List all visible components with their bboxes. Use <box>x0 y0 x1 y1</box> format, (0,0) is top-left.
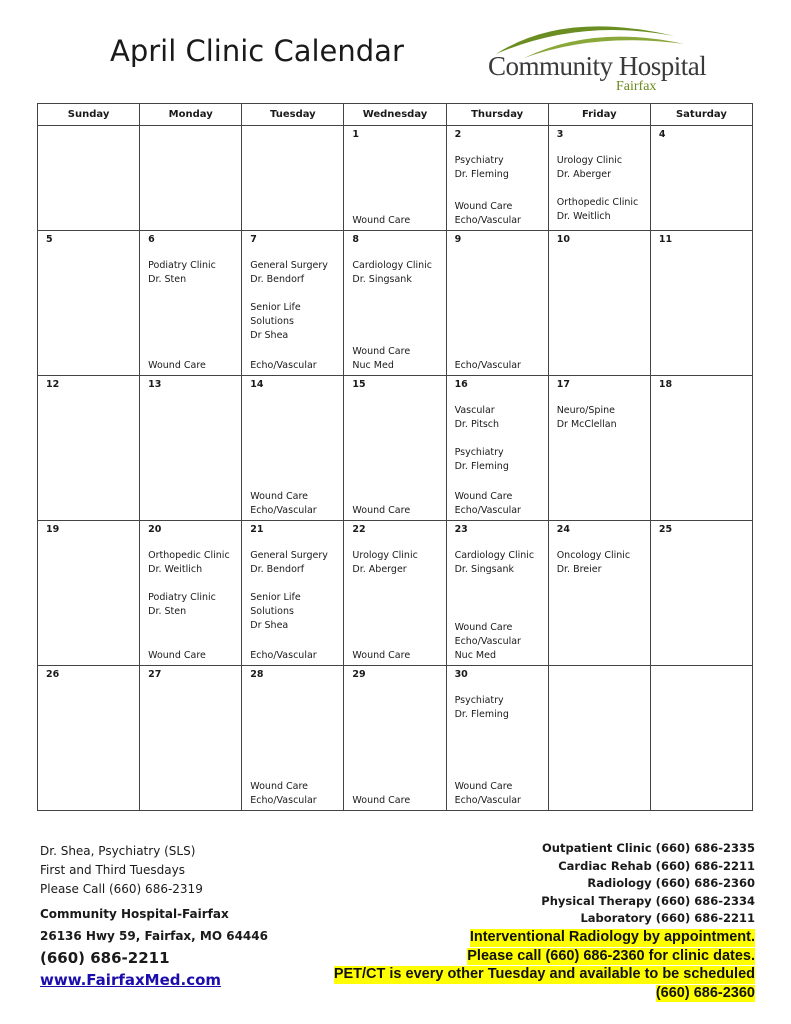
clinic-entry <box>455 446 544 474</box>
clinic-line: General Surgery <box>250 550 328 561</box>
clinic-entry <box>557 196 646 224</box>
clinic-entry <box>352 259 441 287</box>
highlight-line-3: PET/CT is every other Tuesday and available to be scheduled <box>333 966 755 982</box>
day-number: 8 <box>352 234 360 245</box>
clinic-line: Dr. Sten <box>148 606 187 617</box>
logo-subtitle: Fairfax <box>616 79 657 94</box>
clinic-line: Psychiatry <box>454 155 504 166</box>
day-number: 18 <box>658 379 673 390</box>
day-number: 12 <box>46 379 60 390</box>
day-cell <box>38 521 140 666</box>
clinic-line: Orthopedic Clinic <box>556 197 639 208</box>
clinic-entry <box>455 549 544 577</box>
day-cell <box>446 521 548 666</box>
highlight-line-1: Interventional Radiology by appointment. <box>469 929 755 945</box>
phone-laboratory: Laboratory (660) 686-2211 <box>580 911 755 925</box>
clinic-entry <box>455 404 544 432</box>
hospital-logo <box>484 14 716 94</box>
clinic-line: Dr. Weitlich <box>148 564 203 575</box>
calendar-table <box>37 103 753 811</box>
weekday-header: Wednesday <box>344 104 446 126</box>
day-cell <box>38 666 140 811</box>
highlight-notice <box>285 928 755 1002</box>
clinic-line: Urology Clinic <box>556 155 623 166</box>
clinic-line: Dr. Fleming <box>454 461 509 472</box>
day-cell <box>650 666 752 811</box>
footer-contact <box>40 842 268 991</box>
day-cell <box>38 231 140 376</box>
service-line: Echo/Vascular <box>454 636 521 647</box>
clinic-line: Senior Life <box>250 302 301 313</box>
week-row <box>38 126 753 231</box>
day-cell <box>548 521 650 666</box>
day-number: 3 <box>556 129 564 140</box>
service-line: Echo/Vascular <box>250 360 317 371</box>
day-number: 11 <box>658 234 673 245</box>
weekday-header: Tuesday <box>242 104 344 126</box>
psych-note-line2: First and Third Tuesdays <box>40 863 185 877</box>
clinic-line: Podiatry Clinic <box>148 260 216 271</box>
day-cell <box>242 521 344 666</box>
day-cell <box>650 376 752 521</box>
clinic-entry <box>250 591 339 633</box>
day-cell <box>446 376 548 521</box>
week-row <box>38 376 753 521</box>
service-line: Wound Care <box>454 491 513 502</box>
highlight-line-4: (660) 686-2360 <box>655 984 755 1001</box>
day-cell <box>548 666 650 811</box>
service-line: Wound Care <box>148 650 206 661</box>
service-line: Echo/Vascular <box>250 505 317 516</box>
clinic-entry <box>352 549 441 577</box>
clinic-line: Dr. Fleming <box>454 709 509 720</box>
weekday-header: Sunday <box>38 104 140 126</box>
service-line: Wound Care <box>454 201 513 212</box>
day-number: 4 <box>658 129 666 140</box>
clinic-line: Psychiatry <box>454 447 504 458</box>
service-line: Wound Care <box>352 795 411 806</box>
day-cell <box>344 521 446 666</box>
day-cell <box>242 126 344 231</box>
day-number: 17 <box>556 379 570 390</box>
clinic-line: Dr. Bendorf <box>250 564 305 575</box>
day-cell <box>242 231 344 376</box>
day-number: 2 <box>454 129 462 140</box>
clinic-entry <box>250 549 339 577</box>
day-number: 24 <box>556 524 570 535</box>
day-cell <box>140 231 242 376</box>
weekday-header: Monday <box>140 104 242 126</box>
phone-cardiac-rehab: Cardiac Rehab (660) 686-2211 <box>558 858 755 873</box>
psych-note-line1: Dr. Shea, Psychiatry (SLS) <box>40 844 196 858</box>
clinic-entry <box>148 549 237 577</box>
day-cell <box>140 666 242 811</box>
day-number: 26 <box>46 669 60 680</box>
day-cell <box>344 126 446 231</box>
day-number: 20 <box>148 524 162 535</box>
week-row <box>38 521 753 666</box>
service-line: Echo/Vascular <box>454 505 521 516</box>
weekday-header: Saturday <box>650 104 752 126</box>
clinic-line: Cardiology Clinic <box>454 550 535 561</box>
logo-name: Community Hospital <box>488 51 707 81</box>
day-cell <box>548 231 650 376</box>
day-cell <box>344 666 446 811</box>
clinic-line: Vascular <box>454 405 495 416</box>
day-cell <box>548 376 650 521</box>
psych-note-line3: Please Call (660) 686-2319 <box>40 882 203 896</box>
day-cell <box>140 126 242 231</box>
weekday-header: Thursday <box>446 104 548 126</box>
service-line: Wound Care <box>352 650 411 661</box>
clinic-line: Dr. Sten <box>148 274 187 285</box>
day-number: 14 <box>250 379 264 390</box>
clinic-line: Dr. Aberger <box>556 169 611 180</box>
day-number: 19 <box>46 524 60 535</box>
clinic-line: Dr. Aberger <box>352 564 407 575</box>
service-line: Nuc Med <box>454 650 497 661</box>
day-cell <box>344 376 446 521</box>
clinic-line: Solutions <box>250 316 294 327</box>
week-row <box>38 666 753 811</box>
highlight-line-2: Please call (660) 686-2360 for clinic dates. <box>467 947 755 964</box>
clinic-entry <box>148 591 237 619</box>
clinic-entry <box>148 259 237 287</box>
clinic-line: Solutions <box>250 606 294 617</box>
day-cell <box>38 376 140 521</box>
clinic-entry <box>250 259 339 287</box>
clinic-line: Cardiology Clinic <box>352 260 433 271</box>
day-number: 5 <box>46 234 53 245</box>
clinic-line: Dr. Fleming <box>454 169 509 180</box>
day-number: 30 <box>454 669 468 680</box>
service-line: Nuc Med <box>352 360 394 371</box>
day-number: 6 <box>148 234 155 245</box>
clinic-line: Oncology Clinic <box>556 550 631 561</box>
clinic-entry <box>455 694 544 722</box>
clinic-line: Podiatry Clinic <box>148 592 216 603</box>
day-number: 9 <box>454 234 462 245</box>
clinic-line: Dr Shea <box>250 620 289 631</box>
weekday-header-row <box>38 104 753 126</box>
day-number: 29 <box>352 669 366 680</box>
service-line: Wound Care <box>352 346 411 357</box>
day-number: 15 <box>352 379 366 390</box>
clinic-entry <box>557 404 646 432</box>
clinic-line: Dr. Breier <box>556 564 602 575</box>
service-line: Echo/Vascular <box>454 360 521 371</box>
day-cell <box>446 666 548 811</box>
day-number: 28 <box>250 669 264 680</box>
clinic-line: Dr. Weitlich <box>556 211 611 222</box>
phone-radiology: Radiology (660) 686-2360 <box>587 876 755 890</box>
clinic-entry <box>455 154 544 182</box>
clinic-entry <box>250 301 339 343</box>
clinic-line: Dr. Singsank <box>352 274 412 285</box>
clinic-line: Dr. Singsank <box>454 564 514 575</box>
day-cell <box>242 666 344 811</box>
day-cell <box>548 126 650 231</box>
day-cell <box>344 231 446 376</box>
clinic-line: Dr. Bendorf <box>250 274 305 285</box>
day-cell <box>242 376 344 521</box>
org-name: Community Hospital-Fairfax <box>40 907 229 921</box>
service-line: Wound Care <box>352 215 411 226</box>
day-cell <box>650 521 752 666</box>
org-phone: (660) 686-2211 <box>40 949 170 967</box>
day-number: 25 <box>658 524 673 535</box>
day-cell <box>140 521 242 666</box>
service-line: Wound Care <box>454 781 513 792</box>
week-row <box>38 231 753 376</box>
day-cell <box>650 231 752 376</box>
clinic-line: Dr. Pitsch <box>454 419 500 430</box>
clinic-line: Urology Clinic <box>352 550 418 561</box>
clinic-entry <box>557 549 646 577</box>
service-line: Echo/Vascular <box>454 215 521 226</box>
phone-physical-therapy: Physical Therapy (660) 686-2334 <box>541 893 755 908</box>
day-cell <box>446 126 548 231</box>
weekday-header: Friday <box>548 104 650 126</box>
day-number: 7 <box>250 234 257 245</box>
clinic-line: Psychiatry <box>454 695 504 706</box>
phone-outpatient: Outpatient Clinic (660) 686-2335 <box>542 841 755 855</box>
service-line: Echo/Vascular <box>454 795 521 806</box>
day-cell <box>38 126 140 231</box>
day-number: 10 <box>556 234 570 245</box>
day-number: 13 <box>148 379 162 390</box>
service-line: Echo/Vascular <box>250 650 317 661</box>
day-cell <box>446 231 548 376</box>
website-link[interactable]: www.FairfaxMed.com <box>40 971 222 989</box>
day-number: 27 <box>148 669 162 680</box>
service-line: Wound Care <box>250 781 309 792</box>
org-address: 26136 Hwy 59, Fairfax, MO 64446 <box>40 929 268 943</box>
day-cell <box>140 376 242 521</box>
clinic-line: Orthopedic Clinic <box>148 550 230 561</box>
service-line: Echo/Vascular <box>250 795 317 806</box>
day-number: 1 <box>352 129 360 140</box>
day-number: 22 <box>352 524 366 535</box>
service-line: Wound Care <box>454 622 513 633</box>
day-number: 16 <box>454 379 468 390</box>
day-number: 21 <box>250 524 264 535</box>
service-line: Wound Care <box>352 505 411 516</box>
service-line: Wound Care <box>250 491 309 502</box>
page-title: April Clinic Calendar <box>110 34 404 68</box>
day-cell <box>650 126 752 231</box>
clinic-line: General Surgery <box>250 260 328 271</box>
clinic-line: Senior Life <box>250 592 301 603</box>
day-number: 23 <box>454 524 468 535</box>
service-line: Wound Care <box>148 360 206 371</box>
clinic-line: Neuro/Spine <box>556 405 615 416</box>
department-phones <box>541 840 755 928</box>
clinic-line: Dr McClellan <box>556 419 617 430</box>
clinic-entry <box>557 154 646 182</box>
clinic-line: Dr Shea <box>250 330 289 341</box>
